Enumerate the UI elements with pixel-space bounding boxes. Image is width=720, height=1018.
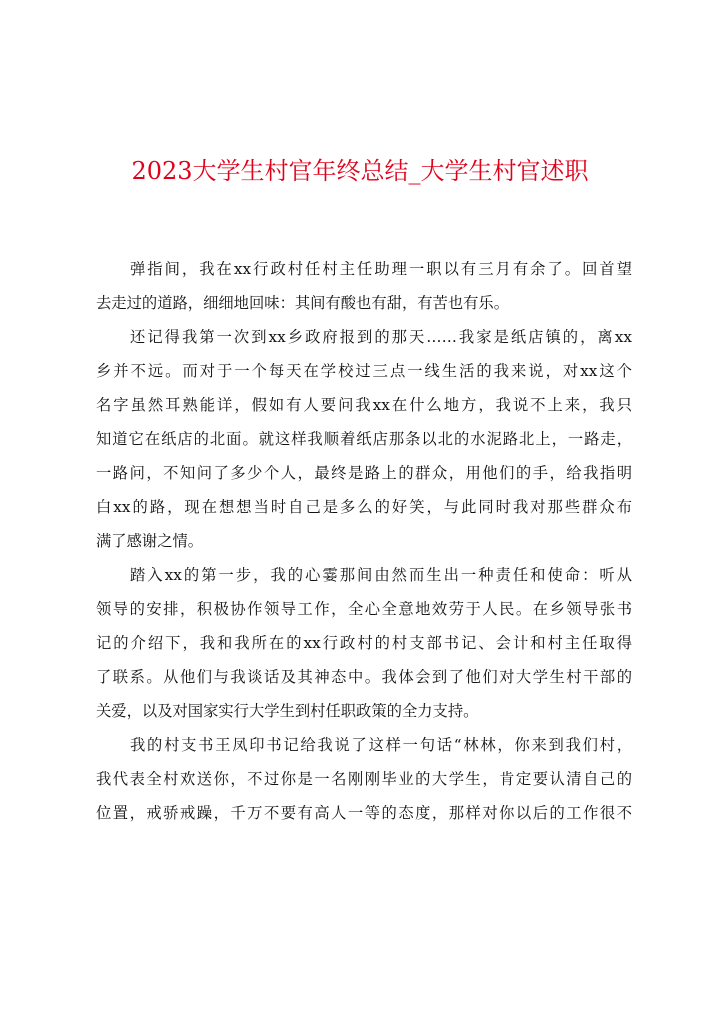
paragraph-line: 位置，戒骄戒躁，千万不要有高人一等的态度，那样对你以后的工作很不 <box>96 804 632 822</box>
paragraph-line: 去走过的道路，细细地回味：其间有酸也有甜，有苦也有乐。 <box>96 294 510 312</box>
paragraph-line: 一路问，不知问了多少个人，最终是路上的群众，用他们的手，给我指明 <box>96 464 632 482</box>
paragraph-line: 还记得我第一次到xx乡政府报到的那天……我家是纸店镇的，离xx <box>130 328 632 346</box>
paragraph-line: 关爱，以及对国家实行大学生到村任职政策的全力支持。 <box>96 702 479 720</box>
paragraph-line: 踏入xx的第一步，我的心霎那间由然而生出一种责任和使命：听从 <box>130 566 632 584</box>
paragraph-line: 白xx的路，现在想想当时自己是多么的好笑，与此同时我对那些群众布 <box>96 498 632 516</box>
paragraph-line: 知道它在纸店的北面。就这样我顺着纸店那条以北的水泥路北上，一路走， <box>96 430 632 448</box>
paragraph-line: 领导的安排，积极协作领导工作，全心全意地效劳于人民。在乡领导张书 <box>96 600 632 618</box>
paragraph-line: 了联系。从他们与我谈话及其神态中。我体会到了他们对大学生村干部的 <box>96 668 632 686</box>
paragraph-line: 记的介绍下，我和我所在的xx行政村的村支部书记、会计和村主任取得 <box>96 634 632 652</box>
paragraph-line: 满了感谢之情。 <box>96 532 204 550</box>
paragraph-line: 名字虽然耳熟能详，假如有人要问我xx在什么地方，我说不上来，我只 <box>96 396 632 414</box>
paragraph-3 <box>96 558 632 728</box>
document-body <box>96 252 632 830</box>
paragraph-1 <box>96 252 632 320</box>
paragraph-2 <box>96 320 632 558</box>
paragraph-line: 我代表全村欢送你，不过你是一名刚刚毕业的大学生，肯定要认清自己的 <box>96 770 632 788</box>
paragraph-line: 我的村支书王凤印书记给我说了这样一句话“林林，你来到我们村， <box>130 736 632 754</box>
paragraph-line: 弹指间，我在xx行政村任村主任助理一职以有三月有余了。回首望 <box>130 260 632 278</box>
document-title: 2023大学生村官年终总结_大学生村官述职 <box>131 157 589 185</box>
paragraph-4 <box>96 728 632 830</box>
paragraph-line: 乡并不远。而对于一个每天在学校过三点一线生活的我来说，对xx这个 <box>96 362 632 380</box>
